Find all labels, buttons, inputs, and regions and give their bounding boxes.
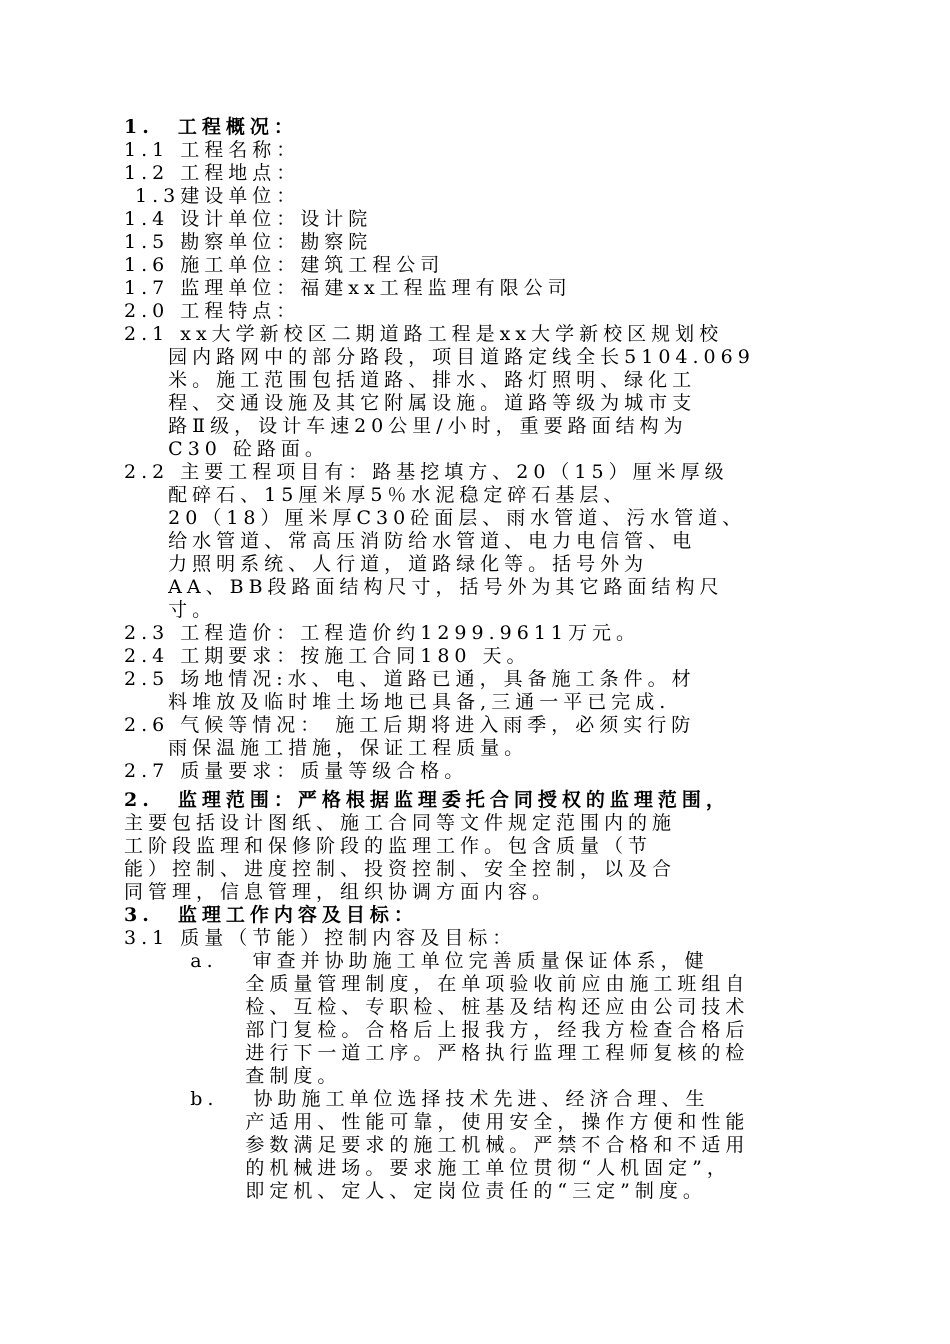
text-line: 1.5 勘察单位：勘察院	[124, 231, 373, 253]
text-line: 查制度。	[124, 1065, 342, 1087]
text-line: 雨保温施工措施，保证工程质量。	[124, 737, 529, 759]
list-item-a: a. 审查并协助施工单位完善质量保证体系，健	[124, 950, 709, 972]
text-line: 寸。	[124, 599, 217, 621]
text-line: 主要包括设计图纸、施工合同等文件规定范围内的施	[124, 812, 677, 834]
text-line: 2.3 工程造价：工程造价约1299.9611万元。	[124, 622, 641, 644]
section-heading-1: 1. 工程概况：	[124, 116, 298, 138]
text-line: 2.0 工程特点：	[124, 300, 301, 322]
text-line: 程、交通设施及其它附属设施。道路等级为城市支	[124, 392, 697, 414]
text-line: 1.7 监理单位：福建xx工程监理有限公司	[124, 277, 572, 299]
text-line: 2.4 工期要求：按施工合同180 天。	[124, 645, 531, 667]
text-line: 的机械进场。要求施工单位贯彻“人机固定”，	[124, 1157, 731, 1179]
text-line: 全质量管理制度，在单项验收前应由施工班组自	[124, 973, 750, 995]
text-line: 20（18）厘米厚C30砼面层、雨水管道、污水管道、	[124, 507, 747, 529]
text-line: 产适用、性能可靠，使用安全，操作方便和性能	[124, 1111, 750, 1133]
text-line: AA、BB段路面结构尺寸，括号外为其它路面结构尺	[124, 576, 724, 598]
text-line: 2.6 气候等情况： 施工后期将进入雨季，必须实行防	[124, 714, 696, 736]
text-line: 配碎石、15厘米厚5％水泥稳定碎石基层、	[124, 484, 628, 506]
text-line: 即定机、定人、定岗位责任的“三定”制度。	[124, 1180, 707, 1202]
section-heading-2: 2. 监理范围：严格根据监理委托合同授权的监理范围，	[124, 789, 730, 811]
text-line: 力照明系统、人行道，道路绿化等。括号外为	[124, 553, 649, 575]
text-line: 园内路网中的部分路段，项目道路定线全长5104.069	[124, 346, 755, 368]
text-line: 2.1 xx大学新校区二期道路工程是xx大学新校区规划校	[124, 323, 724, 345]
text-line: 工阶段监理和保修阶段的监理工作。包含质量（节	[124, 835, 653, 857]
text-line: 检、互检、专职检、桩基及结构还应由公司技术	[124, 996, 750, 1018]
section-heading-3: 3. 监理工作内容及目标：	[124, 904, 418, 926]
text-line: 米。施工范围包括道路、排水、路灯照明、绿化工	[124, 369, 697, 391]
text-line: 1.3建设单位：	[124, 185, 301, 207]
text-line: 部门复检。合格后上报我方，经我方检查合格后	[124, 1019, 750, 1041]
text-line: 1.6 施工单位：建筑工程公司	[124, 254, 445, 276]
text-line: 2.7 质量要求：质量等级合格。	[124, 760, 469, 782]
list-item-b: b. 协助施工单位选择技术先进、经济合理、生	[124, 1088, 710, 1110]
text-line: 同管理，信息管理，组织协调方面内容。	[124, 881, 557, 903]
text-line: 参数满足要求的施工机械。严禁不合格和不适用	[124, 1134, 750, 1156]
text-line: 1.2 工程地点：	[124, 162, 301, 184]
text-line: 进行下一道工序。严格执行监理工程师复核的检	[124, 1042, 750, 1064]
text-line: C30 砼路面。	[124, 438, 329, 460]
text-line: 给水管道、常高压消防给水管道、电力电信管、电	[124, 530, 697, 552]
text-line: 路Ⅱ级，设计车速20公里/小时，重要路面结构为	[124, 415, 688, 437]
text-line: 料堆放及临时堆土场地已具备,三通一平已完成.	[124, 691, 671, 713]
text-line: 1.1 工程名称：	[124, 139, 301, 161]
text-line: 2.2 主要工程项目有：路基挖填方、20（15）厘米厚级	[124, 461, 729, 483]
text-line: 2.5 场地情况:水、电、道路已通，具备施工条件。材	[124, 668, 696, 690]
text-line: 能）控制、进度控制、投资控制、安全控制，以及合	[124, 858, 677, 880]
text-line: 1.4 设计单位：设计院	[124, 208, 373, 230]
text-line: 3.1 质量（节能）控制内容及目标：	[124, 927, 517, 949]
